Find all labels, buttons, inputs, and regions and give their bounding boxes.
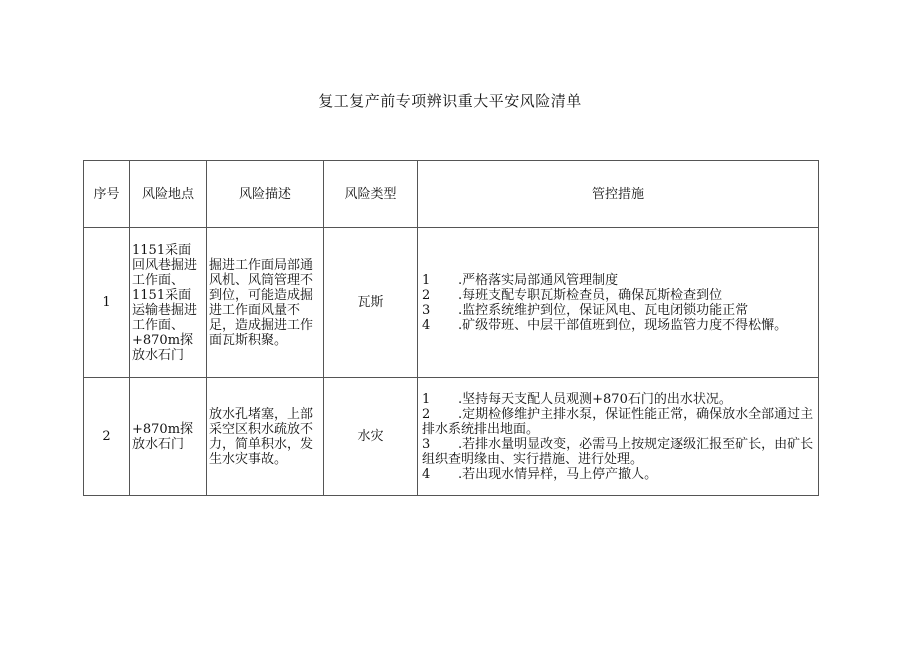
row-description: 放水孔堵塞，上部采空区积水疏放不力，简单积水，发生水灾事故。 <box>207 378 324 496</box>
table-row <box>84 378 819 496</box>
measure-item: 4 .若出现水情异样，马上停产撤人。 <box>422 466 658 482</box>
measure-item: 3 .若排水量明显改变，必需马上按规定逐级汇报至矿长，由矿长组织查明缘由、实行措施、进行处理。 <box>422 436 814 467</box>
page-title: 复工复产前专项辨识重大平安风险清单 <box>318 92 582 110</box>
measure-item: 3 .监控系统维护到位，保证风电、瓦电闭锁功能正常 <box>422 302 749 318</box>
measure-item: 1 .严格落实局部通风管理制度 <box>422 272 619 288</box>
header-description: 风险描述 <box>207 161 324 228</box>
row-no: 1 <box>84 228 130 378</box>
row-location: +870m探放水石门 <box>130 378 207 496</box>
row-type: 瓦斯 <box>324 228 418 378</box>
row-location: 1151采面回风巷掘进工作面、1151采面运输巷掘进工作面、+870m探放水石门 <box>130 228 207 378</box>
row-no: 2 <box>84 378 130 496</box>
table-row <box>84 228 819 378</box>
row-measures <box>418 378 819 496</box>
risk-table <box>83 160 819 496</box>
measure-item: 2 .定期检修维护主排水泵，保证性能正常，确保放水全部通过主排水系统排出地面。 <box>422 406 814 437</box>
row-type: 水灾 <box>324 378 418 496</box>
measure-item: 1 .坚持每天支配人员观测+870石门的出水状况。 <box>422 391 732 407</box>
table-header-row <box>84 161 819 228</box>
row-measures <box>418 228 819 378</box>
measure-item: 2 .每班支配专职瓦斯检查员，确保瓦斯检查到位 <box>422 287 723 303</box>
header-location: 风险地点 <box>130 161 207 228</box>
header-no: 序号 <box>84 161 130 228</box>
header-type: 风险类型 <box>324 161 418 228</box>
header-measures: 管控措施 <box>418 161 819 228</box>
row-description: 掘进工作面局部通风机、风筒管理不到位，可能造成掘进工作面风量不足，造成掘进工作面瓦斯积聚。 <box>207 228 324 378</box>
measure-item: 4 .矿级带班、中层干部值班到位，现场监管力度不得松懈。 <box>422 317 788 333</box>
